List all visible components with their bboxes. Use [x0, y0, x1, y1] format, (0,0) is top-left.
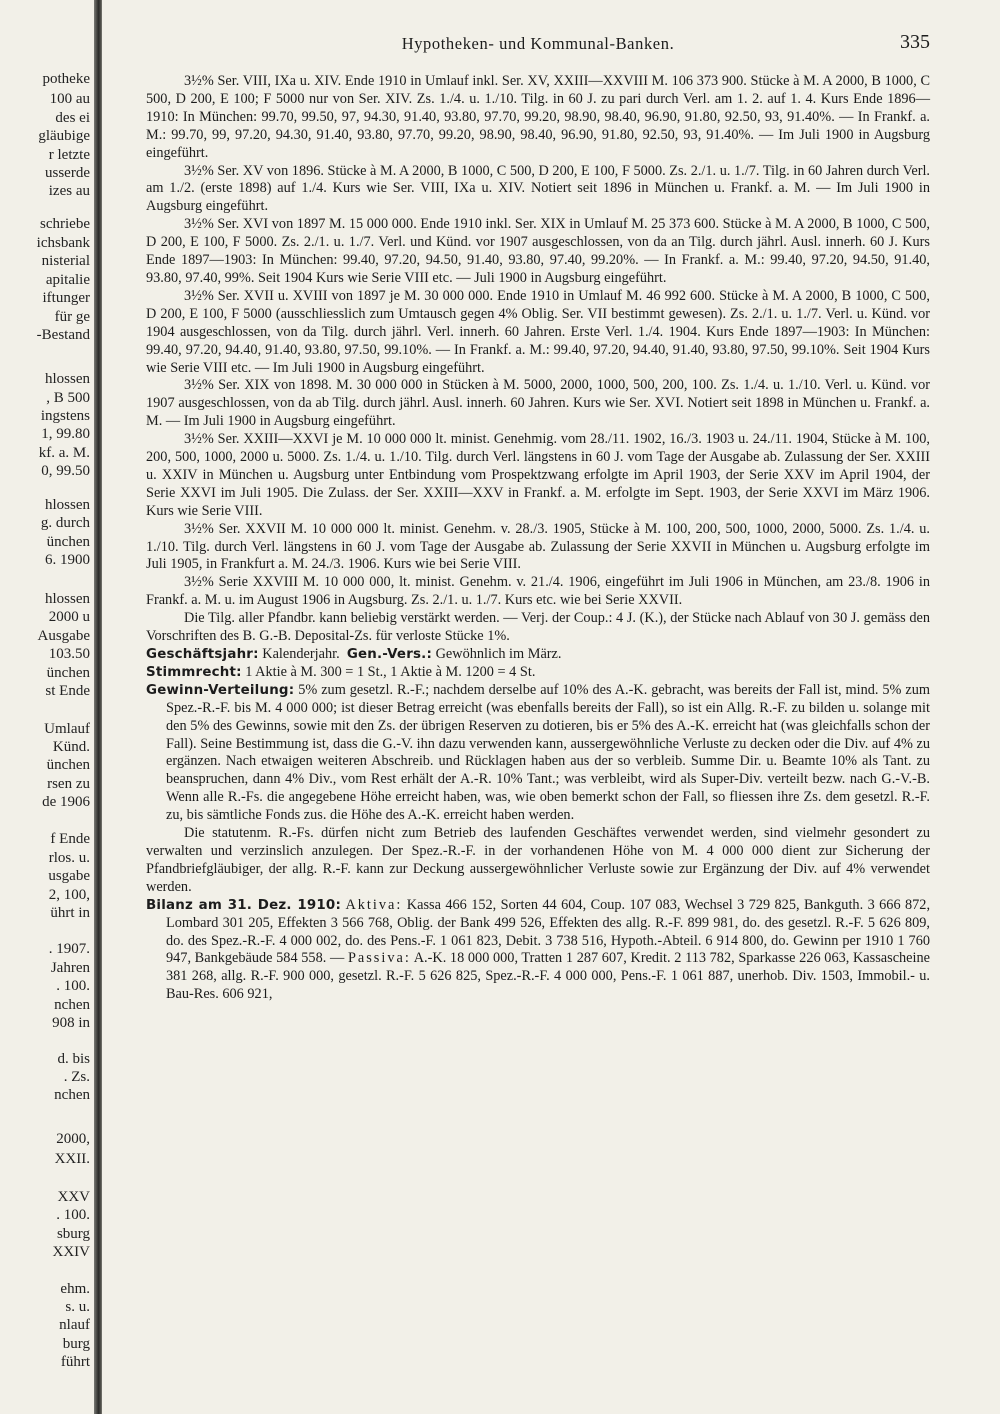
gutter-fragment: 2000 u — [48, 609, 90, 625]
gewinn-verteilung-label: Gewinn-Verteilung: — [146, 682, 295, 698]
bond-series-paragraph: 3½% Ser. XXVII M. 10 000 000 lt. minist. Genehm. v. 28./3. 1905, Stücke à M. 100, 200, 500, 1000, 2000, 5000. Zs. 1./4. u. 1./10. Tilg. durch Verl. längstens in 60 J. vom Tage der Ausgabe ab. Zulassung der Serie XXVII in München u. Augsburg erfolgte im Juli 1905, in Frankfurt a. M. 24./3. 1906. Kurs wie bei Serie VIII. — [146, 520, 930, 573]
bond-series-paragraph: Die Tilg. aller Pfandbr. kann beliebig verstärkt werden. — Verj. der Coup.: 4 J. (K.), der Stücke nach Ablauf von 30 J. gemäss den Vorschriften des B. G.-B. Deposital-Zs. für verloste Stücke 1%. — [146, 610, 930, 645]
geschaeftsjahr-label: Geschäftsjahr: — [146, 647, 259, 662]
geschaeftsjahr-line — [146, 646, 930, 664]
stimmrecht-line — [146, 664, 930, 682]
gutter-fragment: 1, 99.80 — [41, 426, 90, 442]
gutter-fragment: izes au — [48, 183, 90, 199]
gutter-fragment: führt — [60, 1354, 90, 1370]
gutter-fragment: ünchen — [46, 757, 90, 773]
gutter-fragment: burg — [62, 1336, 90, 1352]
running-title: Hypotheken- und Kommunal-Banken. — [401, 34, 675, 53]
gutter-fragment: nchen — [54, 997, 90, 1013]
gutter-fragment: ührt in — [50, 905, 90, 921]
gutter-fragment: 100 au — [49, 91, 90, 107]
passiva-text: A.-K. 18 000 000, Tratten 1 287 607, Kredit. 2 113 782, Sparkasse 226 063, Kassascheine 381 268, allg. R.-F. 900 000, gesetzl. R.-F. 5 626 825, Spez.-R.-F. 4 000 000, Pens.-F. 1 061 887, unerhob. Div. 1503, Immobil.- u. Bau-Res. 606 921, — [166, 950, 930, 1003]
gutter-fragment: 103.50 — [48, 646, 90, 662]
bond-series-paragraph: 3½% Ser. XIX von 1898. M. 30 000 000 in Stücken à M. 5000, 2000, 1000, 500, 200, 100. Zs. 1./4. u. 1./10. Verl. u. Künd. vor 1907 ausgeschlossen, von da ab Tilg. durch jährl. Ausl. innerh. 60 Jahren. Kurs wie Ser. XVI. Notiert seit 1898 in München u. Frankf. a. M. — Im Juli 1900 in Augsburg eingeführt. — [146, 377, 930, 430]
gutter-fragment: rsen zu — [47, 776, 90, 792]
stimmrecht-label: Stimmrecht: — [146, 664, 242, 680]
gutter-fragment: Künd. — [52, 739, 90, 755]
previous-page-gutter — [0, 0, 102, 1414]
gutter-fragment: 2, 100, — [48, 887, 90, 903]
gutter-fragment: st Ende — [45, 683, 90, 699]
page-fold-shadow — [94, 0, 102, 1414]
bond-series-paragraph: 3½% Ser. XV von 1896. Stücke à M. A 2000, B 1000, C 500, D 200, E 100, F 5000. Zs. 2./1. u. 1./7. Tilg. in 60 Jahren durch Verl. am 1./2. (erste 1898) auf 1./4. Kurs wie Ser. VIII, IXa u. XIV. Notiert seit 1896 in München u. Frankf. a. M. — Im Juli 1900 in Augsburg eingeführt. — [146, 162, 930, 215]
gutter-fragment: iftunger — [42, 290, 90, 306]
gutter-fragment: 0, 99.50 — [41, 463, 90, 479]
gutter-fragment: ehm. — [60, 1281, 90, 1297]
aktiva-text: Kassa 466 152, Sorten 44 604, Coup. 107 083, Wechsel 3 729 825, Bankguth. 3 666 872, Lombard 301 205, Effekten 3 566 768, Oblig. der Bank 499 526, Effekten des allg. R.-F. 899 981, do. des gesetzl. R.-F. 5 626 809, do. des Spez.-R.-F. 4 000 002, do. des Pens.-F. 1 061 823, Debit. 3 738 516, Hypoth.-Abteil. 6 914 800, do. Gewinn per 1910 1 760 947, Bankgebäude 584 558. — — [166, 896, 931, 967]
gutter-fragment: gläubige — [38, 128, 90, 144]
gutter-fragment: ichsbank — [36, 235, 90, 251]
gutter-fragment: XXIV — [52, 1244, 90, 1260]
gutter-fragment: g. durch — [40, 515, 90, 531]
gutter-fragment: hlossen — [45, 497, 90, 513]
bond-series-paragraph: 3½% Ser. XXIII—XXVI je M. 10 000 000 lt. minist. Genehmig. vom 28./11. 1902, 16./3. 1903 u. 24./11. 1904, Stücke à M. 100, 200, 500, 1000, 2000 u. 5000. Zs. 1./4. u. 1./10. Tilg. durch Verl. längstens in 60 J. vom Tage der Ausgabe ab. Zulassung der Ser. XXIII u. XXIV in München u. Augsburg unter Entbindung vom Prospektzwang erfolgte im April 1903, der Serie XXV im April 1904, der Serie XXVI im Juli 1905. Die Zulass. der Ser. XXIII—XXV in Frankf. a. M. erfolgte im Sept. 1903, der Serie XXVI im März 1906. Kurs wie Serie VIII. — [146, 431, 930, 519]
gutter-fragment: . 100. — [56, 1207, 90, 1223]
gewinn-verteilung-text: 5% zum gesetzl. R.-F.; nachdem derselbe auf 10% des A.-K. gebracht, was bereits der Fall ist, mind. 5% zum Spez.-R.-F. bis M. 4 000 000; ist dieser Betrag erreicht (was ebenfalls bereits der Fall), so ist ein Allg. R.-F. zu bilden u. solange mit den 5% des Gewinns, sowie mit den Zs. der übrigen Reserven zu dotieren, bis er 5% des A.-K. erreicht hat (was gleichfalls schon der Fall). Seine Bestimmung ist, dass die G.-V. ihn dazu verwenden kann, aussergewöhnliche Verluste zu decken oder die Div. auf 4% zu ergänzen. Nach etwaigen weiteren Abschreib. und Rücklagen haben aus der so verbleib. Summe Dir. u. Beamte 10% als Tant. zu beanspruchen, dann 4% Div., vom Rest erhält der A.-R. 10% Tant.; was verbleibt, wird als Super-Div. verteilt bezw. nach G.-V.-B. Wenn alle R.-Fs. die angegebene Höhe erreicht haben, was, wie oben bemerkt schon der Fall, so fliessen ihre Zs. dem gesetzl. R.-F. zu, bis sämtliche Fonds zus. die Höhe des A.-K. erreicht haben werden. — [166, 681, 930, 824]
gutter-fragment: de 1906 — [42, 794, 90, 810]
gutter-fragment: nchen — [54, 1087, 90, 1103]
gutter-fragment: potheke — [42, 71, 90, 87]
bilanz-label: Bilanz am 31. Dez. 1910: — [146, 897, 342, 913]
bond-series-paragraph: 3½% Ser. VIII, IXa u. XIV. Ende 1910 in Umlauf inkl. Ser. XV, XXIII—XXVIII M. 106 373 900. Stücke à M. A 2000, B 1000, C 500, D 200, E 100; F 5000 nur von Ser. XIV. Zs. 1./4. u. 1./10. Tilg. in 60 J. zu pari durch Verl. am 1. 2. auf 1. 4. Kurs Ende 1896—1910: In München: 99.70, 99.50, 97, 94.30, 91.40, 93.80, 97.70, 99.20, 98.90, 98.40, 96.90, 91.80, 92.50, 93, 91.40%. — In Frankf. a. M.: 99.70, 99, 97.20, 94.30, 91.40, 93.80, 97.70, 99.20, 98.90, 98.40, 96.90, 91.80, 92.50, 93, 91.40%. — Im Juli 1900 in Augsburg eingeführt. — [146, 73, 930, 161]
gutter-fragment: sburg — [56, 1226, 90, 1242]
bond-series-paragraph: 3½% Ser. XVI von 1897 M. 15 000 000. Ende 1910 inkl. Ser. XIX in Umlauf M. 25 373 600. Stücke à M. A 2000, B 1000, C 500, D 200, E 100, F 5000. Zs. 2./1. u. 1./7. Verl. und Künd. vor 1907 ausgeschlossen, von da an Tilg. durch jährl. Ausl. innerh. 60 J. Kurs Ende 1897—1903: In München: 99.40, 97.20, 94.50, 91.40, 93.80, 97.40, 99.20%. — In Frankf. a. M.: 99.40, 97.20, 94.50, 91.40, 93.80, 97.40, 99%. Seit 1904 Kurs wie Serie VIII etc. — Juli 1900 in Augsburg eingeführt. — [146, 216, 930, 286]
gewinn-verteilung-paragraph — [146, 682, 930, 825]
gutter-fragment: 2000, — [56, 1131, 90, 1147]
page-header — [146, 31, 930, 56]
gutter-fragment: für ge — [54, 309, 90, 325]
passiva-label: Passiva: — [347, 950, 411, 967]
bilanz-paragraph — [146, 897, 930, 1004]
bond-series-paragraphs — [146, 73, 930, 646]
statut-paragraph: Die statutenm. R.-Fs. dürfen nicht zum Betrieb des laufenden Geschäftes verwendet werden, sind vielmehr gesondert zu verwalten und verzinslich anzulegen. Der Spez.-R.-F. in der vorhandenen Höhe von M. 4 000 000 dient zur Sicherung der Pfandbriefgläubiger, der allg. R.-F. kann zur Deckung aussergewöhnlicher Verluste sowie zur Ergänzung der Div. auf 4% verwendet werden. — [146, 825, 930, 895]
stimmrecht-text: 1 Aktie à M. 300 = 1 St., 1 Aktie à M. 1200 = 4 St. — [245, 663, 536, 680]
gutter-fragment: Umlauf — [44, 721, 90, 737]
gutter-fragment: usgabe — [48, 868, 90, 884]
genvers-text: Gewöhnlich im März. — [435, 646, 562, 662]
bond-series-paragraph: 3½% Serie XXVIII M. 10 000 000, lt. minist. Genehm. v. 21./4. 1906, eingeführt im Juli 1906 in München, am 23./8. 1906 in Frankf. a. M. u. im August 1906 in Augsburg. Zs. 2./1. u. 1./7. Kurs etc. wie bei Serie XXVII. — [146, 574, 930, 609]
aktiva-label: Aktiva: — [345, 896, 403, 913]
gutter-fragment: d. bis — [57, 1051, 90, 1067]
geschaeftsjahr-text: Kalenderjahr. — [262, 646, 340, 662]
gutter-fragment: 6. 1900 — [45, 552, 90, 568]
gutter-fragment: ingstens — [40, 408, 90, 424]
gutter-fragment: rlos. u. — [48, 850, 90, 866]
page-number: 335 — [900, 31, 930, 53]
gutter-fragment: nlauf — [59, 1317, 90, 1333]
gutter-fragment: nisterial — [41, 253, 90, 269]
gutter-fragment: . Zs. — [63, 1069, 90, 1085]
bond-series-paragraph: 3½% Ser. XVII u. XVIII von 1897 je M. 30 000 000. Ende 1910 in Umlauf M. 46 992 600. Stücke à M. A 2000, B 1000, C 500, D 200, E 100, F 5000 (ausschliesslich zum Umtausch gegen 4% Oblig. Ser. VII bestimmt gewesen). Zs. 2./1. u. 1./7. Verl. u. Künd. vor 1904 ausgeschlossen, von da Tilg. durch jährl. Verl. innerh. 60 Jahren. Erste Verl. 1./4. 1904. Kurs Ende 1897—1903: In München: 99.40, 97.20, 94.40, 91.40, 93.80, 97.50, 99.10%. — In Frankf. a. M.: 99.40, 97.20, 94.40, 91.40, 93.80, 97.50, 99.10%. Seit 1904 Kurs wie Serie VIII etc. — Im Juli 1900 in Augsburg eingeführt. — [146, 287, 930, 376]
gutter-fragment: apitalie — [45, 272, 90, 288]
gutter-fragment: s. u. — [65, 1299, 90, 1315]
gutter-fragment: r letzte — [48, 147, 90, 163]
genvers-label: Gen.-Vers.: — [346, 647, 433, 662]
gutter-fragment: des ei — [55, 110, 90, 126]
page — [146, 0, 930, 1414]
gutter-fragment: Jahren — [50, 960, 90, 976]
gutter-fragment: kf. a. M. — [38, 445, 90, 461]
gutter-fragment: f Ende — [50, 831, 90, 847]
gutter-fragment: , B 500 — [46, 390, 90, 406]
gutter-fragment: hlossen — [45, 591, 90, 607]
gutter-fragment: XXII. — [54, 1151, 90, 1167]
gutter-fragment: -Bestand — [36, 327, 90, 343]
gutter-fragment: Ausgabe — [37, 628, 90, 644]
gutter-fragment: hlossen — [45, 371, 90, 387]
gutter-fragment: usserde — [45, 165, 90, 181]
gutter-fragment: . 100. — [56, 978, 90, 994]
page-body — [146, 73, 930, 1004]
gutter-fragment: 908 in — [52, 1015, 90, 1031]
gutter-fragment: XXV — [57, 1189, 90, 1205]
gutter-fragment: ünchen — [46, 534, 90, 550]
gutter-fragment: . 1907. — [48, 941, 90, 957]
gutter-fragment: ünchen — [46, 665, 90, 681]
gutter-fragment: schriebe — [40, 216, 90, 232]
